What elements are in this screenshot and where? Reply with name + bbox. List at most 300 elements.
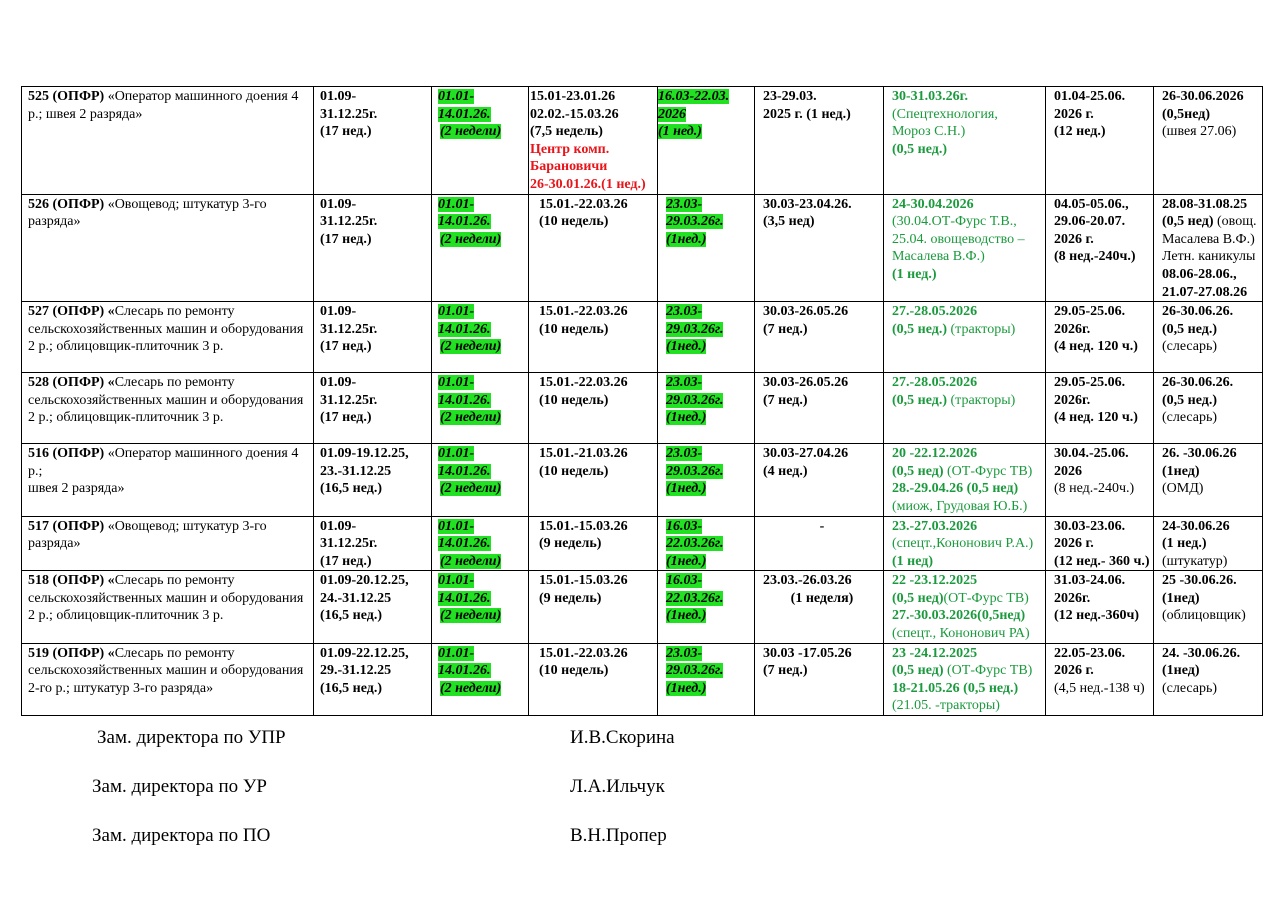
term3-cell-line: (7 нед.): [763, 663, 808, 679]
final-cell-line: 26-30.06.26.: [1162, 375, 1234, 391]
practice-line: (1 нед.): [658, 124, 702, 140]
internship-cell-line: (12 нед.-360ч): [1054, 608, 1140, 624]
program-title: Слесарь по ремонту сельскохозяйственных машин и оборудования 2 р.; облицовщик-плиточник 3 р.: [28, 375, 304, 426]
vacation-line: 01.01-: [438, 304, 475, 320]
term3-cell-line: 30.03-23.04.26.: [763, 196, 852, 212]
term3-cell-line: 30.03 -17.05.26: [763, 645, 852, 661]
practice-line: (1нед.): [666, 410, 707, 426]
internship-cell-line: 2026г.: [1054, 392, 1091, 408]
term3-cell: [755, 444, 884, 516]
internship-cell-line: 2026г.: [1054, 321, 1091, 337]
practice-cell: [658, 373, 755, 444]
bold-part: (0,5 нед): [892, 590, 944, 606]
term1-line: 31.12.25г.: [320, 392, 378, 408]
term1-line: 01.09-: [320, 518, 357, 534]
signature-name-po: В.Н.Пропер: [570, 825, 667, 846]
program-code: 517 (ОПФР): [28, 518, 105, 534]
term3-cell-line: (1 неделя): [790, 590, 854, 606]
final-cell-line: (1нед): [1162, 463, 1200, 479]
internship-cell-line: 01.04-25.06.: [1054, 89, 1126, 104]
program-code: 518 (ОПФР) «: [28, 573, 115, 589]
exam-cell-line: (0,5 нед.): [892, 141, 948, 157]
practice-line: 22.03.26г.: [666, 590, 724, 606]
internship-cell-line: 2026 г.: [1054, 106, 1094, 122]
term2-cell-line: 15.01.-15.03.26: [539, 573, 628, 589]
term1-line: 31.12.25г.: [320, 536, 378, 552]
term1-cell: [314, 516, 432, 571]
vacation-line: 14.01.26.: [438, 321, 491, 337]
exam-cell-line: (спецт.,Кононович Р.А.): [892, 536, 1034, 552]
internship-cell-line: 04.05-05.06.,: [1054, 196, 1129, 212]
term2-cell-line: (10 недель): [539, 214, 609, 230]
bold-part: (0,5 нед): [892, 663, 944, 679]
program-title: «Оператор машинного доения 4 р.; швея 2 разряда»: [28, 89, 299, 122]
vacation-line: 14.01.26.: [438, 392, 491, 408]
term1-line: (17 нед.): [320, 231, 372, 247]
term1-line: 31.12.25г.: [320, 214, 378, 230]
internship-cell-line: 2026: [1054, 463, 1082, 479]
term2-cell-line: (7,5 недель): [530, 124, 603, 140]
final-cell: [1154, 87, 1263, 195]
final-cell-line: Летн. каникулы: [1162, 249, 1256, 265]
practice-cell: [658, 444, 755, 516]
practice-line: 29.03.26г.: [666, 392, 724, 408]
term3-cell-line: 2025 г. (1 нед.): [763, 106, 851, 122]
program-code: 525 (ОПФР): [28, 89, 105, 104]
practice-cell: [658, 643, 755, 715]
final-cell: [1154, 643, 1263, 715]
exam-cell-line: 27.-28.05.2026: [892, 304, 978, 320]
program-cell: [22, 643, 314, 715]
final-cell-line: (1нед): [1162, 590, 1200, 606]
vacation-line: (2 недели): [440, 231, 502, 247]
exam-cell: [884, 194, 1046, 302]
term3-cell: [755, 373, 884, 444]
regular-part: (тракторы): [947, 321, 1016, 337]
vacation-line: (2 недели): [440, 410, 502, 426]
practice-line: 23.03-: [666, 446, 703, 462]
term1-line: 01.09-: [320, 304, 357, 320]
term2-cell-line: 15.01.-22.03.26: [539, 375, 628, 391]
final-cell-line: (штукатур): [1162, 553, 1228, 569]
practice-line: (1нед.): [666, 339, 707, 355]
term2-cell: [529, 87, 658, 195]
exam-cell-line: 18-21.05.26 (0,5 нед.): [892, 680, 1019, 696]
internship-cell-line: 29.05-25.06.: [1054, 375, 1126, 391]
final-cell: [1154, 444, 1263, 516]
exam-cell-line: (миож, Грудовая Ю.Б.): [892, 498, 1028, 514]
vacation-line: 01.01-: [438, 446, 475, 462]
term2-cell-line: (10 недель): [539, 392, 609, 408]
term2-cell-line: (10 недель): [539, 663, 609, 679]
practice-line: 23.03-: [666, 304, 703, 320]
practice-line: (1нед.): [666, 231, 707, 247]
program-code: 516 (ОПФР): [28, 446, 105, 462]
term3-cell-line: (7 нед.): [763, 392, 808, 408]
practice-line: 29.03.26г.: [666, 463, 724, 479]
internship-cell-line: 30.03-23.06.: [1054, 518, 1126, 534]
final-cell-line: 25 -30.06.26.: [1162, 573, 1237, 589]
program-code: 528 (ОПФР) «: [28, 375, 115, 391]
program-title: «Оператор машинного доения 4 р.; швея 2 разряда»: [28, 446, 299, 497]
term3-cell-line: -: [819, 518, 825, 534]
exam-cell-line: 23.-27.03.2026: [892, 518, 978, 534]
vacation-line: (2 недели): [440, 481, 502, 497]
vacation-line: 01.01-: [438, 645, 475, 661]
internship-cell-line: (4 нед. 120 ч.): [1054, 339, 1138, 355]
exam-cell-line: (1 нед): [892, 553, 934, 569]
practice-line: 22.03.26г.: [666, 536, 724, 552]
term1-line: 24.-31.12.25: [320, 590, 392, 606]
exam-cell-line: 30-31.03.26г.: [892, 89, 968, 104]
internship-cell-line: 2026 г.: [1054, 231, 1094, 247]
final-cell-line: (слесарь): [1162, 410, 1218, 426]
vacation-cell: [432, 643, 529, 715]
term2-cell-line: 15.01.-22.03.26: [539, 645, 628, 661]
term1-cell: [314, 643, 432, 715]
exam-cell-line: (Спецтехнология,: [892, 106, 998, 122]
term2-cell-line: 26-30.01.26.(1 нед.): [530, 176, 646, 192]
program-cell: [22, 87, 314, 195]
table-row: [22, 373, 1263, 444]
exam-cell-line: 20 -22.12.2026: [892, 446, 978, 462]
term3-cell-line: 30.03-27.04.26: [763, 446, 849, 462]
term1-line: 31.12.25г.: [320, 321, 378, 337]
term1-cell: [314, 444, 432, 516]
exam-cell-line: (1 нед.): [892, 266, 937, 282]
practice-line: 23.03-: [666, 375, 703, 391]
program-code: 519 (ОПФР) «: [28, 645, 115, 661]
final-cell-line: Масалева В.Ф.): [1162, 231, 1255, 247]
term2-cell-line: Барановичи: [530, 159, 608, 175]
internship-cell-line: (8 нед.-240ч.): [1054, 249, 1136, 265]
final-cell: [1154, 302, 1263, 373]
final-cell-line: 28.08-31.08.25: [1162, 196, 1248, 212]
table-row: [22, 516, 1263, 571]
bold-part: (0,5 нед.): [892, 321, 948, 337]
term2-cell-line: 02.02.-15.03.26: [530, 106, 619, 122]
practice-cell: [658, 571, 755, 643]
exam-cell-line: Масалева В.Ф.): [892, 249, 985, 265]
vacation-cell: [432, 373, 529, 444]
exam-cell: [884, 373, 1046, 444]
vacation-line: 01.01-: [438, 375, 475, 391]
regular-part: (тракторы): [947, 392, 1016, 408]
final-cell-line: (швея 27.06): [1162, 124, 1237, 140]
exam-cell-line: 23 -24.12.2025: [892, 645, 978, 661]
exam-cell-line: [892, 463, 1043, 481]
exam-cell-line: (спецт., Кононович РА): [892, 626, 1030, 642]
regular-part: (ОТ-Фурс ТВ): [943, 590, 1029, 606]
exam-cell: [884, 302, 1046, 373]
final-cell-line: 26-30.06.2026: [1162, 89, 1244, 104]
exam-cell-line: (30.04.ОТ-Фурс Т.В.,: [892, 214, 1017, 230]
term1-line: 01.09-20.12.25,: [320, 573, 409, 589]
internship-cell: [1046, 373, 1154, 444]
final-cell-line: 24. -30.06.26.: [1162, 645, 1241, 661]
internship-cell: [1046, 643, 1154, 715]
exam-cell-line: 24-30.04.2026: [892, 196, 974, 212]
term1-line: 01.09-: [320, 375, 357, 391]
final-cell-line: 26-30.06.26.: [1162, 304, 1234, 320]
vacation-line: 14.01.26.: [438, 463, 491, 479]
final-cell-line: (слесарь): [1162, 339, 1218, 355]
term1-line: (16,5 нед.): [320, 608, 383, 624]
program-title: «Овощевод; штукатур 3-го разряда»: [28, 518, 267, 552]
internship-cell: [1046, 302, 1154, 373]
term3-cell-line: 23-29.03.: [763, 89, 817, 104]
practice-line: 23.03-: [666, 196, 703, 212]
exam-cell: [884, 444, 1046, 516]
schedule-table: [21, 86, 1263, 716]
practice-cell: [658, 87, 755, 195]
vacation-line: (2 недели): [440, 124, 502, 140]
term2-cell: [529, 516, 658, 571]
exam-cell-line: Мороз С.Н.): [892, 124, 966, 140]
term1-cell: [314, 87, 432, 195]
term1-line: 29.-31.12.25: [320, 663, 392, 679]
program-code: 527 (ОПФР) «: [28, 304, 115, 320]
table-row: [22, 643, 1263, 715]
final-cell-line: (0,5 нед.): [1162, 321, 1218, 337]
term1-line: 01.09-: [320, 196, 357, 212]
internship-cell-line: (8 нед.-240ч.): [1054, 481, 1135, 497]
vacation-line: 14.01.26.: [438, 590, 491, 606]
final-cell: [1154, 194, 1263, 302]
term3-cell-line: (3,5 нед): [763, 214, 815, 230]
internship-cell-line: 30.04.-25.06.: [1054, 446, 1129, 462]
practice-line: 29.03.26г.: [666, 214, 724, 230]
program-cell: [22, 571, 314, 643]
final-cell: [1154, 373, 1263, 444]
internship-cell-line: 2026г.: [1054, 590, 1091, 606]
vacation-line: (2 недели): [440, 608, 502, 624]
term1-cell: [314, 194, 432, 302]
term1-line: 23.-31.12.25: [320, 463, 392, 479]
exam-cell-line: 25.04. овощеводство –: [892, 231, 1025, 247]
internship-cell-line: 2026 г.: [1054, 536, 1094, 552]
final-cell: [1154, 516, 1263, 571]
final-cell-line: [1162, 213, 1260, 231]
vacation-line: 01.01-: [438, 573, 475, 589]
term1-line: 01.09-22.12.25,: [320, 645, 409, 661]
bold-part: (0,5 нед): [892, 463, 944, 479]
vacation-line: 14.01.26.: [438, 214, 491, 230]
term2-cell: [529, 444, 658, 516]
final-cell-line: (0,5нед): [1162, 106, 1211, 122]
internship-cell-line: (4,5 нед.-138 ч): [1054, 680, 1145, 696]
program-code: 526 (ОПФР): [28, 196, 105, 212]
practice-cell: [658, 302, 755, 373]
term1-line: 01.09-19.12.25,: [320, 446, 409, 462]
regular-part: (ОТ-Фурс ТВ): [943, 463, 1033, 479]
internship-cell-line: 29.05-25.06.: [1054, 304, 1126, 320]
final-cell-line: 08.06-28.06.,: [1162, 266, 1237, 282]
vacation-line: 01.01-: [438, 89, 475, 104]
internship-cell: [1046, 516, 1154, 571]
term2-cell-line: 15.01.-21.03.26: [539, 446, 628, 462]
term1-line: (17 нед.): [320, 553, 372, 569]
term1-line: 01.09-: [320, 89, 357, 104]
signature-title-po: Зам. директора по ПО: [92, 825, 271, 846]
internship-cell: [1046, 87, 1154, 195]
term2-cell: [529, 194, 658, 302]
internship-cell-line: (12 нед.): [1054, 124, 1106, 140]
term1-line: (17 нед.): [320, 124, 372, 140]
practice-line: (1нед.): [666, 680, 707, 696]
program-cell: [22, 373, 314, 444]
vacation-cell: [432, 87, 529, 195]
term2-cell: [529, 571, 658, 643]
table-row: [22, 87, 1263, 195]
practice-line: 16.03-: [666, 518, 703, 534]
table-row: [22, 444, 1263, 516]
term3-cell-line: 30.03-26.05.26: [763, 375, 849, 391]
internship-cell: [1046, 571, 1154, 643]
term3-cell: [755, 571, 884, 643]
term3-cell-line: (4 нед.): [763, 463, 808, 479]
signature-name-upr: И.В.Скорина: [570, 727, 675, 748]
internship-cell-line: 22.05-23.06.: [1054, 645, 1126, 661]
program-title: «Овощевод; штукатур 3-го разряда»: [28, 196, 267, 230]
internship-cell-line: 29.06-20.07.: [1054, 214, 1126, 230]
table-row: [22, 302, 1263, 373]
final-cell-line: (1 нед.): [1162, 536, 1207, 552]
program-title: Слесарь по ремонту сельскохозяйственных машин и оборудования 2-го р.; штукатур 3-го разряда»: [28, 645, 304, 696]
final-cell-line: (0,5 нед.): [1162, 392, 1218, 408]
exam-cell-line: 27.-28.05.2026: [892, 375, 978, 391]
exam-cell-line: [892, 392, 1043, 410]
exam-cell-line: [892, 662, 1043, 680]
vacation-cell: [432, 571, 529, 643]
signature-name-ur: Л.А.Ильчук: [570, 776, 665, 797]
practice-cell: [658, 516, 755, 571]
practice-line: 2026: [658, 106, 686, 122]
vacation-cell: [432, 516, 529, 571]
vacation-line: (2 недели): [440, 553, 502, 569]
practice-line: 29.03.26г.: [666, 663, 724, 679]
term2-cell-line: 15.01.-22.03.26: [539, 196, 628, 212]
practice-line: (1нед.): [666, 553, 707, 569]
exam-cell-line: (21.05. -тракторы): [892, 698, 1000, 714]
program-title: Слесарь по ремонту сельскохозяйственных машин и оборудования 2 р.; облицовщик-плиточник 3 р.: [28, 304, 304, 355]
term3-cell: [755, 643, 884, 715]
term2-cell-line: (10 недель): [539, 321, 609, 337]
table-row: [22, 194, 1263, 302]
exam-cell: [884, 87, 1046, 195]
practice-line: 29.03.26г.: [666, 321, 724, 337]
program-cell: [22, 444, 314, 516]
term1-cell: [314, 571, 432, 643]
exam-cell: [884, 643, 1046, 715]
vacation-line: 14.01.26.: [438, 663, 491, 679]
practice-line: 16.03-22.03.: [658, 89, 730, 104]
exam-cell-line: 28.-29.04.26 (0,5 нед): [892, 481, 1019, 497]
bold-part: (0,5 нед.): [892, 392, 948, 408]
term2-cell-line: 15.01.-22.03.26: [539, 304, 628, 320]
final-cell-line: 26. -30.06.26: [1162, 446, 1237, 462]
term1-line: (16,5 нед.): [320, 680, 383, 696]
term2-cell: [529, 302, 658, 373]
term2-cell-line: (10 недель): [539, 463, 609, 479]
signature-title-upr: Зам. директора по УПР: [97, 727, 286, 748]
term2-cell-line: Центр комп.: [530, 141, 610, 157]
internship-cell: [1046, 444, 1154, 516]
term1-cell: [314, 373, 432, 444]
final-cell-line: (ОМД): [1162, 481, 1204, 497]
program-cell: [22, 516, 314, 571]
term2-cell-line: 15.01-23.01.26: [530, 89, 616, 104]
internship-cell-line: 2026 г.: [1054, 663, 1094, 679]
term2-cell-line: (9 недель): [539, 536, 602, 552]
vacation-line: 14.01.26.: [438, 536, 491, 552]
term3-cell-line: (7 нед.): [763, 321, 808, 337]
vacation-line: (2 недели): [440, 680, 502, 696]
exam-cell: [884, 571, 1046, 643]
internship-cell-line: 31.03-24.06.: [1054, 573, 1126, 589]
bold-part: (0,5 нед): [1162, 214, 1214, 230]
vacation-cell: [432, 444, 529, 516]
term3-cell: [755, 87, 884, 195]
term3-cell: [755, 194, 884, 302]
term2-cell: [529, 373, 658, 444]
program-cell: [22, 194, 314, 302]
term3-cell: [755, 516, 884, 571]
final-cell-line: (1нед): [1162, 663, 1200, 679]
signature-title-ur: Зам. директора по УР: [92, 776, 267, 797]
final-cell-line: 24-30.06.26: [1162, 518, 1230, 534]
internship-cell: [1046, 194, 1154, 302]
practice-line: (1нед.): [666, 481, 707, 497]
term3-cell: [755, 302, 884, 373]
vacation-line: 01.01-: [438, 196, 475, 212]
table-row: [22, 571, 1263, 643]
regular-part: (овощ.: [1213, 214, 1257, 230]
term1-line: (16,5 нед.): [320, 481, 383, 497]
practice-line: 23.03-: [666, 645, 703, 661]
term3-cell-line: 30.03-26.05.26: [763, 304, 849, 320]
final-cell-line: 21.07-27.08.26: [1162, 284, 1248, 300]
program-cell: [22, 302, 314, 373]
final-cell-line: (слесарь): [1162, 680, 1218, 696]
term1-line: (17 нед.): [320, 410, 372, 426]
internship-cell-line: (12 нед.- 360 ч.): [1054, 553, 1150, 569]
practice-line: 16.03-: [666, 573, 703, 589]
term1-line: 31.12.25г.: [320, 106, 378, 122]
final-cell: [1154, 571, 1263, 643]
vacation-cell: [432, 194, 529, 302]
term3-cell-line: 23.03.-26.03.26: [763, 573, 852, 589]
practice-cell: [658, 194, 755, 302]
term2-cell-line: (9 недель): [539, 590, 602, 606]
vacation-line: (2 недели): [440, 339, 502, 355]
exam-cell: [884, 516, 1046, 571]
vacation-line: 14.01.26.: [438, 106, 491, 122]
term1-cell: [314, 302, 432, 373]
exam-cell-line: [892, 590, 1043, 608]
final-cell-line: (облицовщик): [1162, 608, 1246, 624]
term2-cell-line: 15.01.-15.03.26: [539, 518, 628, 534]
exam-cell-line: 22 -23.12.2025: [892, 573, 978, 589]
vacation-cell: [432, 302, 529, 373]
term2-cell: [529, 643, 658, 715]
exam-cell-line: [892, 321, 1043, 339]
exam-cell-line: 27.-30.03.2026(0,5нед): [892, 608, 1026, 624]
regular-part: (ОТ-Фурс ТВ): [943, 663, 1033, 679]
internship-cell-line: (4 нед. 120 ч.): [1054, 410, 1138, 426]
practice-line: (1нед.): [666, 608, 707, 624]
vacation-line: 01.01-: [438, 518, 475, 534]
